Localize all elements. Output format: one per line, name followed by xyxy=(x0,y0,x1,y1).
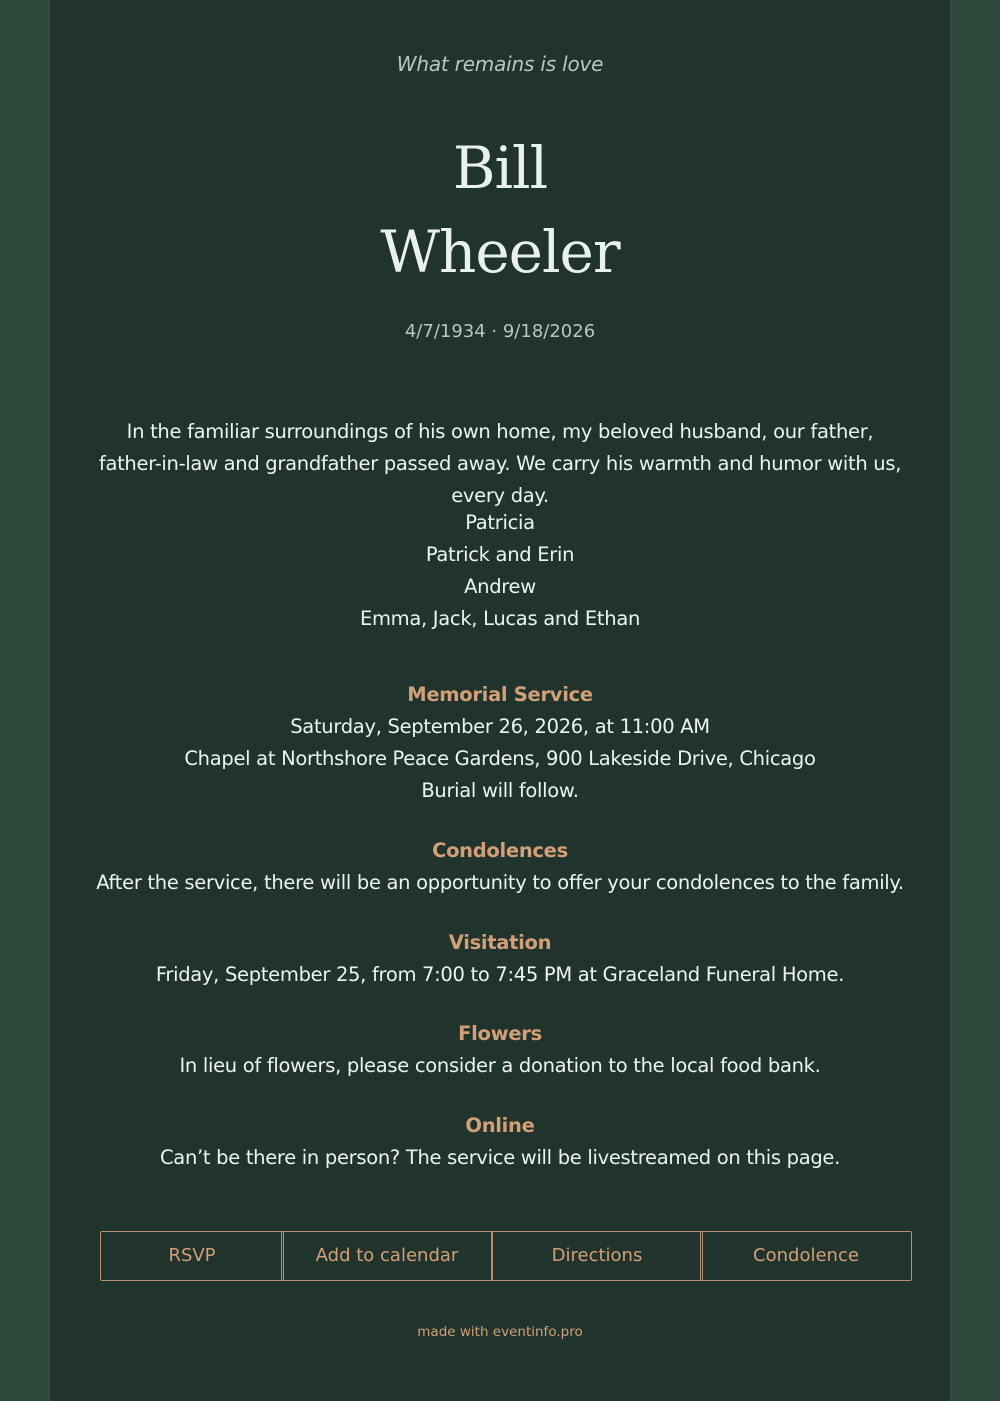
condolence-button[interactable]: Condolence xyxy=(700,1231,912,1281)
family-member: Patricia xyxy=(465,511,535,534)
first-name: Bill xyxy=(452,134,548,202)
memorial-card xyxy=(50,0,950,1401)
section-line: Burial will follow. xyxy=(421,779,579,802)
tagline: What remains is love xyxy=(396,52,604,76)
action-buttons xyxy=(50,1231,950,1279)
section-line: After the service, there will be an opportunity to offer your condolences to the family. xyxy=(96,871,904,894)
family-member: Emma, Jack, Lucas and Ethan xyxy=(359,607,641,630)
section-heading: Visitation xyxy=(448,931,552,954)
deceased-name xyxy=(50,126,950,294)
section-line: In lieu of flowers, please consider a donation to the local food bank. xyxy=(179,1054,821,1077)
directions-button[interactable]: Directions xyxy=(491,1231,703,1281)
section-heading: Flowers xyxy=(458,1022,542,1045)
online-section xyxy=(50,1110,950,1174)
section-heading: Online xyxy=(465,1114,535,1137)
rsvp-button[interactable]: RSVP xyxy=(100,1231,284,1281)
visitation-section xyxy=(50,927,950,991)
memorial-service-section xyxy=(50,679,950,807)
last-name: Wheeler xyxy=(380,218,620,286)
section-heading: Condolences xyxy=(432,839,568,862)
footer-credit-link[interactable]: made with eventinfo.pro xyxy=(417,1324,583,1340)
section-line: Chapel at Northshore Peace Gardens, 900 Lakeside Drive, Chicago xyxy=(184,747,816,770)
add-to-calendar-button[interactable]: Add to calendar xyxy=(281,1231,493,1281)
condolences-section xyxy=(50,835,950,899)
life-dates: 4/7/1934 · 9/18/2026 xyxy=(404,321,596,342)
section-line: Can’t be there in person? The service will be livestreamed on this page. xyxy=(159,1146,841,1169)
family-member: Andrew xyxy=(464,575,536,598)
section-heading: Memorial Service xyxy=(407,683,593,706)
section-line: Saturday, September 26, 2026, at 11:00 AM xyxy=(290,715,710,738)
family-member: Patrick and Erin xyxy=(425,543,575,566)
section-line: Friday, September 25, from 7:00 to 7:45 PM at Graceland Funeral Home. xyxy=(155,963,845,986)
intro-text: In the familiar surroundings of his own home, my beloved husband, our father, father-in-law and grandfather passed away. We carry his warmth and humor with us, every day. xyxy=(98,420,902,507)
family-list xyxy=(50,507,950,635)
flowers-section xyxy=(50,1018,950,1082)
